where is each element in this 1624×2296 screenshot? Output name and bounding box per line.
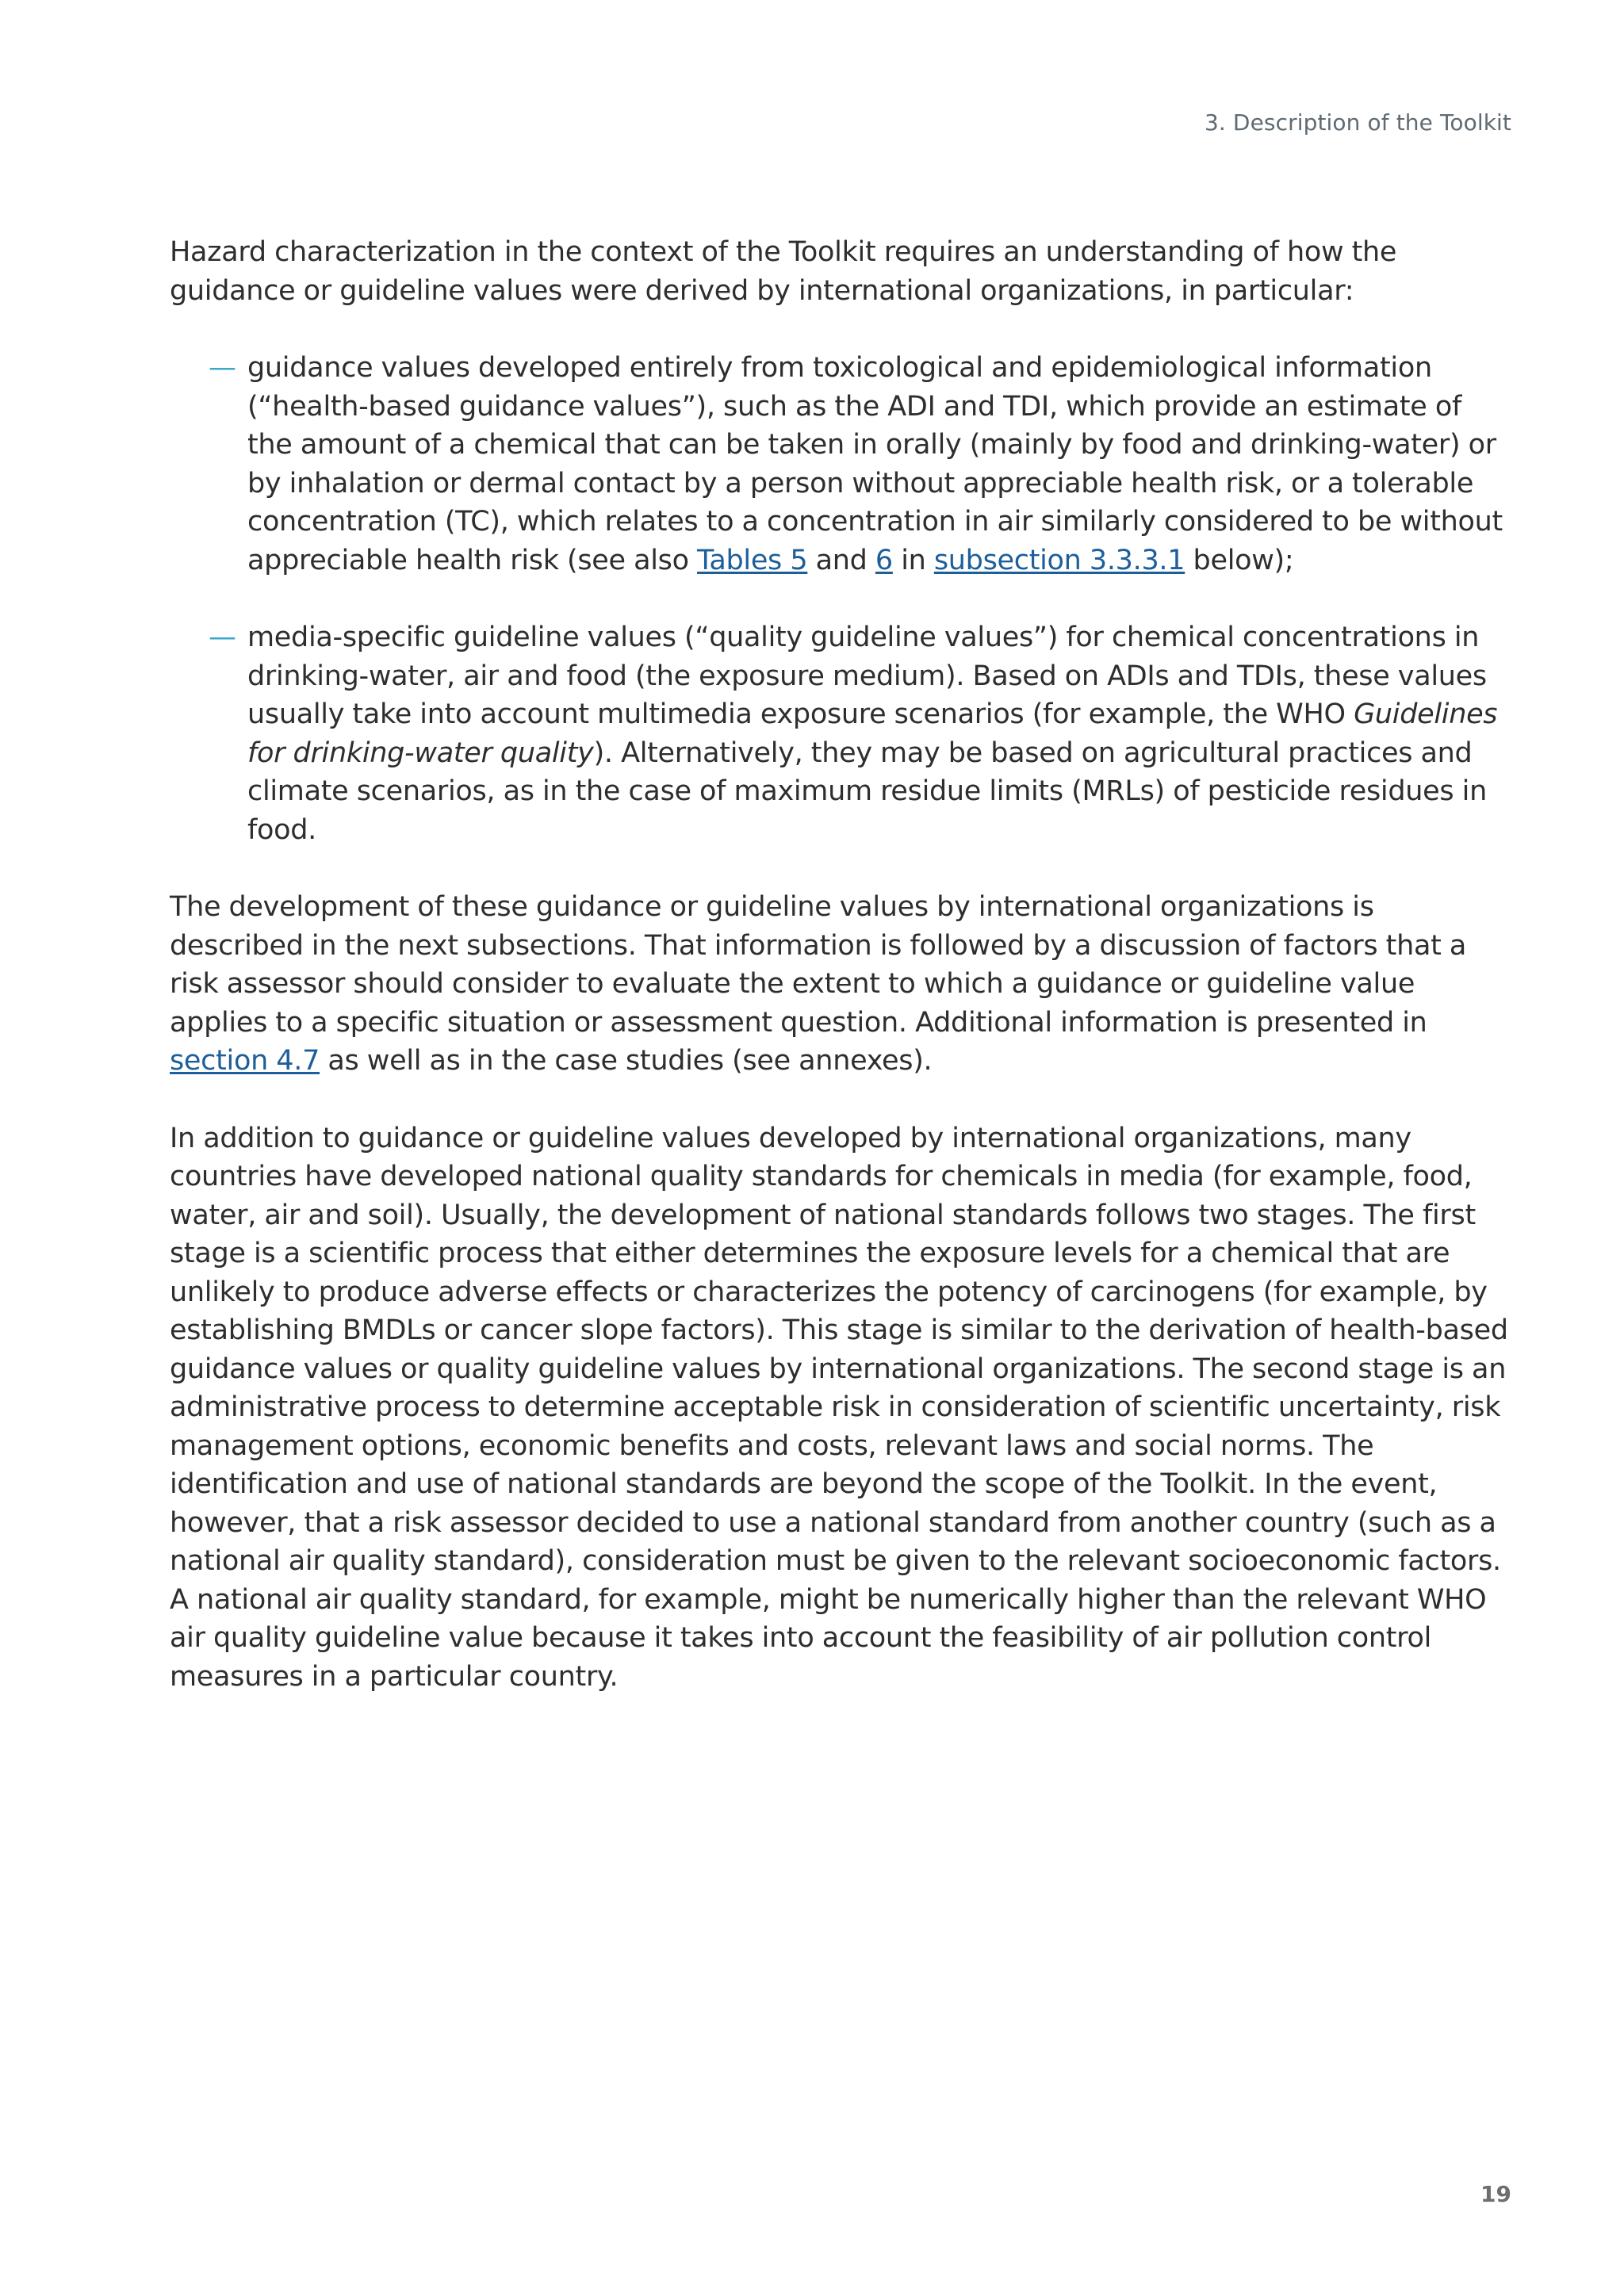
- list-item-text: media-specific guideline values (“quality guideline values”) for chemical concentrations in drinking-water, air and food (the exposure medium). Based on ADIs and TDIs, these values usually take into account multimedia exposure scenarios (for example, the WHO: [247, 622, 1487, 730]
- dash-bullet-icon: —: [209, 352, 236, 384]
- paragraph-text: The development of these guidance or guideline values by international organizations is described in the next subsections. That information is followed by a discussion of factors that a risk assessor should consider to evaluate the extent to which a guidance or guideline value applies to a specific situation or assessment question. Additional information is presented in: [170, 891, 1466, 1039]
- paragraph-text: as well as in the case studies (see annexes).: [320, 1045, 933, 1077]
- tables-5-link[interactable]: Tables 5: [697, 544, 808, 576]
- document-body: [170, 233, 1510, 1735]
- list-item-text: below);: [1185, 544, 1294, 576]
- dash-list: [170, 349, 1510, 849]
- table-6-link[interactable]: 6: [875, 544, 893, 576]
- subsection-3-3-3-1-link[interactable]: subsection 3.3.3.1: [933, 544, 1185, 576]
- running-header: 3. Description of the Toolkit: [1205, 109, 1511, 136]
- list-item-text: ). Alternatively, they may be based on agricultural practices and climate scenarios, as in the case of maximum residue limits (MRLs) of pesticide residues in food.: [247, 737, 1487, 846]
- page-number: 19: [1480, 2181, 1511, 2207]
- list-item: [170, 349, 1510, 580]
- section-4-7-link[interactable]: section 4.7: [170, 1045, 320, 1077]
- list-item-text: guidance values developed entirely from toxicological and epidemiological information (“health-based guidance values”), such as the ADI and TDI, which provide an estimate of the amount of a chemical that can be taken in orally (mainly by food and drinking-water) or by inhalation or dermal contact by a person without appreciable health risk, or a tolerable concentration (TC), which relates to a concentration in air similarly considered to be without appreciable health risk (see also: [247, 352, 1503, 576]
- list-item-text: and: [807, 544, 875, 576]
- publication-title: Guidelines for drinking-water quality: [247, 698, 1498, 769]
- intro-paragraph: Hazard characterization in the context of the Toolkit requires an understanding of how the guidance or guideline values were derived by international organizations, in particular:: [170, 236, 1397, 307]
- list-item-text: in: [892, 544, 934, 576]
- national-standards-paragraph: In addition to guidance or guideline values developed by international organizations, many countries have developed national quality standards for chemicals in media (for example, food, water, air and soil). Usually, the development of national standards follows two stages. The first stage is a scientific process that either determines the exposure levels for a chemical that are unlikely to produce adverse effects or characterizes the potency of carcinogens (for example, by establishing BMDLs or cancer slope factors). This stage is similar to the derivation of health-based guidance values or quality guideline values by international organizations. The second stage is an administrative process to determine acceptable risk in consideration of scientific uncertainty, risk management options, economic benefits and costs, relevant laws and social norms. The identification and use of national standards are beyond the scope of the Toolkit. In the event, however, that a risk assessor decided to use a national standard from another country (such as a national air quality standard), consideration must be given to the relevant socioeconomic factors. A national air quality standard, for example, might be numerically higher than the relevant WHO air quality guideline value because it takes into account the feasibility of air pollution control measures in a particular country.: [170, 1122, 1508, 1693]
- development-paragraph: [170, 888, 1510, 1081]
- dash-bullet-icon: —: [209, 622, 236, 653]
- list-item: [170, 618, 1510, 849]
